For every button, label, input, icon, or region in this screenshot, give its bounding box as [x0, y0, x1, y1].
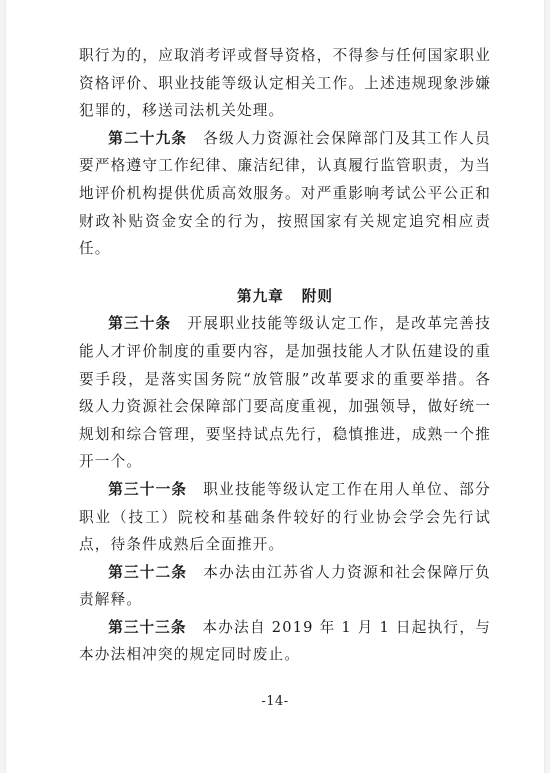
chapter-heading: [79, 283, 491, 311]
article-31-number: 第三十一条: [108, 480, 188, 498]
article-30-text: 开展职业技能等级认定工作，是改革完善技能人才评价制度的重要内容，是加强技能人才队伍建设的重要手段，是落实国务院“放管服”改革要求的重要举措。各级人力资源社会保障部门要高度重视，加强领导，做好统一规划和综合管理，要坚持试点先行，稳慎推进，成熟一个推开一个。: [79, 315, 491, 471]
article-30: [79, 310, 491, 476]
page-content: [79, 42, 491, 669]
article-29-text: 各级人力资源社会保障部门及其工作人员要严格遵守工作纪律、廉洁纪律，认真履行监管职责，为当地评价机构提供优质高效服务。对严重影响考试公平公正和财政补贴资金安全的行为，按照国家有关规定追究相应责任。: [79, 129, 491, 258]
page-number: -14-: [261, 694, 289, 709]
article-31: [79, 476, 491, 559]
article-32-text: 本办法由江苏省人力资源和社会保障厅负责解释。: [79, 563, 491, 609]
document-page: [6, 0, 544, 773]
chapter-title: 附则: [301, 287, 333, 305]
article-33-text: 本办法自 2019 年 1 月 1 日起执行，与本办法相冲突的规定同时废止。: [79, 618, 491, 664]
article-29-number: 第二十九条: [108, 129, 188, 147]
article-29: [79, 125, 491, 263]
article-32-number: 第三十二条: [108, 563, 188, 581]
continued-paragraph: 职行为的，应取消考评或督导资格，不得参与任何国家职业资格评价、职业技能等级认定相关工作。上述违规现象涉嫌犯罪的，移送司法机关处理。: [79, 47, 491, 120]
article-32: [79, 559, 491, 614]
article-33: [79, 614, 491, 669]
article-31-text: 职业技能等级认定工作在用人单位、部分职业（技工）院校和基础条件较好的行业协会学会先行试点，待条件成熟后全面推开。: [79, 480, 491, 554]
article-30-number: 第三十条: [108, 315, 172, 333]
article-33-number: 第三十三条: [108, 618, 187, 636]
chapter-number: 第九章: [237, 287, 284, 305]
